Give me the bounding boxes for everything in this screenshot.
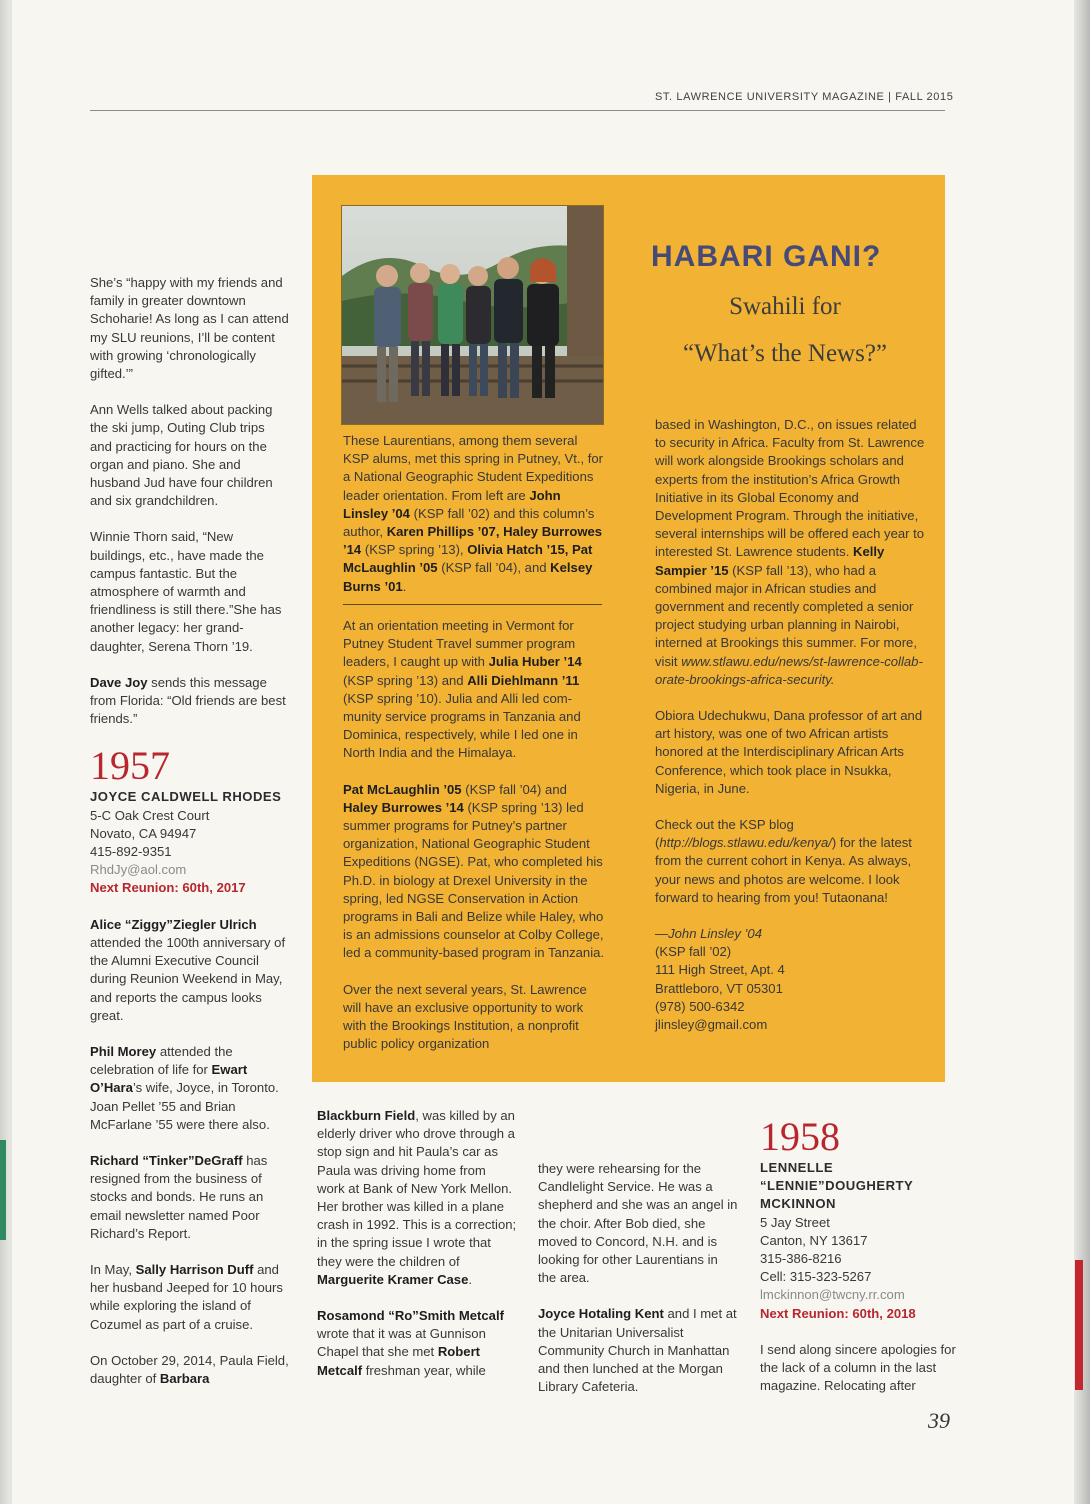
address-line: Novato, CA 94947 <box>90 825 197 841</box>
email-link[interactable]: lmckinnon@twcny.rr.com <box>760 1287 905 1303</box>
callout-column-left <box>343 617 605 1071</box>
class-year: 1957 <box>90 743 170 789</box>
paragraph: She’s “happy with my friends and family in greater downtown Schoharie! As long as I can attend my SLU reunions, I’ll be content with growing ‘chronologically gifted.’” <box>90 275 289 382</box>
paragraph: I send along sincere apologies for the lack of a column in the last magazine. Relocating after <box>760 1341 956 1394</box>
alum-name: Haley Burrowes ’14 <box>343 799 464 815</box>
alum-name: Kelsey Burns ’01 <box>343 560 593 594</box>
callout-subtitle: “What’s the News?” <box>682 340 888 367</box>
alum-name: Pat McLaughlin ’05 <box>343 781 462 797</box>
running-head: ST. LAWRENCE UNIVERSITY MAGAZINE | FALL 2015 <box>655 91 954 103</box>
paragraph: Check out the KSP blog (http://blogs.stlawu.edu/kenya/) for the latest from the current cohort in Kenya. As always, your news and photos are welcome. I look forward to hearing from you! Tutaonana! <box>655 817 912 905</box>
callout-title: HABARI GANI? <box>651 240 882 273</box>
callout-column-right <box>655 416 927 1034</box>
alum-name: Phil Morey <box>90 1043 157 1059</box>
paragraph: Joyce Hotaling Kent and I met at the Unitarian Universalist Community Church in Manhattan and then lunched at the Morgan Library Cafeteria. <box>538 1306 737 1395</box>
page-gutter-left <box>0 0 12 1504</box>
address-line: Canton, NY 13617 <box>760 1232 868 1248</box>
paragraph: On October 29, 2014, Paula Field, daughter of Barbara <box>90 1352 289 1386</box>
alum-name: Karen Phillips ’07, Haley Burrowes ’14 <box>343 524 603 558</box>
paragraph: Dave Joy sends this message from Florida: “Old friends are best friends.” <box>90 674 286 727</box>
callout-subtitle: Swahili for <box>729 293 841 320</box>
signature-line: (KSP fall ’02) <box>655 944 732 960</box>
class-year: 1958 <box>760 1114 840 1159</box>
alum-name: Robert Metcalf <box>317 1344 481 1378</box>
address-line: 5-C Oak Crest Court <box>90 807 210 823</box>
alum-name: Sally Harrison Duff <box>135 1261 254 1277</box>
group-photo <box>341 205 604 425</box>
bottom-column-2 <box>538 1160 738 1414</box>
cell-phone: Cell: 315-323-5267 <box>760 1269 872 1285</box>
correspondent-name: LENNELLE <box>760 1160 834 1175</box>
paragraph: Obiora Udechukwu, Dana professor of art and art history, was one of two African artists honored at the Interdisciplinary African Arts Conference, which took place in Nsukka, Nigeria, in June. <box>655 708 923 796</box>
alum-name: Rosamond “Ro”Smith Metcalf <box>317 1308 504 1324</box>
alum-name: John Linsley ’04 <box>343 487 561 521</box>
adjacent-page-edge <box>0 1140 6 1240</box>
paragraph: Pat McLaughlin ’05 (KSP fall ’04) and Haley Burrowes ’14 (KSP spring ’13) led summer programs for Putney’s partner organization, National Geographic Student Expeditions (NGSE). Pat, who completed his Ph.D. in biology at Drexel University in the spring, led NGSE Conservation in Action programs in Bali and Belize while Haley, who is an admissions counselor at Colby College, led a community-based program in Tanzania. <box>343 781 605 961</box>
paragraph: based in Washington, D.C., on issues related to security in Africa. Faculty from St. Lawrence will work alongside Brookings scholars and experts from the institution’s Africa Growth Initiative in its Global Economy and Development Program. Through the initiative, several internships will be offered each year to interested St. Lawrence students. Kelly Sampier ’15 (KSP fall ’13), who had a combined major in African studies and government and recently completed a senior project studying urban planning in Nairobi, interned at Brookings this summer. For more, visit www.stlawu.edu/news/st-lawrence-collaborate-brookings-africa-security. <box>655 417 925 687</box>
page-number: 39 <box>928 1408 950 1433</box>
signature-line: 111 High Street, Apt. 4 <box>655 962 785 978</box>
signature-name: —John Linsley ’04 <box>655 926 762 942</box>
alum-name: Alice “Ziggy”Ziegler Ulrich <box>90 916 257 932</box>
correspondent-name: “LENNIE”DOUGHERTY <box>760 1178 914 1194</box>
correspondent-name: JOYCE CALDWELL RHODES <box>90 789 282 805</box>
paragraph: Over the next several years, St. Lawrence will have an exclusive opportunity to work with the Brookings Institution, a nonprofit public policy organization <box>343 981 587 1052</box>
paragraph: Blackburn Field, was killed by an elderly driver who drove through a stop sign and hit Paula’s car as Paula was driving home from work at Bank of New York Mellon. Her brother was killed in a plane crash in 1992. This is a correction; in the spring issue I wrote that they were the children of Marguerite Kramer Case. <box>317 1108 517 1287</box>
class-1958-column <box>760 1113 960 1413</box>
alum-name: Kelly Sampier ’15 <box>655 544 885 578</box>
alum-name: Dave Joy <box>90 674 148 690</box>
alum-name: Ewart O’Hara <box>90 1062 248 1096</box>
email-link[interactable]: RhdJy@aol.com <box>90 862 187 878</box>
left-column <box>90 274 290 1406</box>
paragraph: Winnie Thorn said, “New buildings, etc., have made the campus fantastic. But the atmosphere of warmth and friendliness is still there.”She has another legacy: her granddaughter, Serena Thorn ’19. <box>90 529 282 654</box>
alum-name: Marguerite Kramer Case <box>317 1271 469 1287</box>
phone: 415-892-9351 <box>90 844 172 860</box>
paragraph: In May, Sally Harrison Duff and her husband Jeeped for 10 hours while exploring the island of Cozumel as part of a cruise. <box>90 1261 283 1332</box>
signature-line: Brattleboro, VT 05301 <box>655 980 783 996</box>
alum-name: Richard “Tinker”DeGraff <box>90 1152 243 1168</box>
news-link[interactable]: www.stlawu.edu/news/st-lawrence-collaborate-brookings-africa-security. <box>655 653 923 687</box>
alum-name: Barbara <box>159 1370 210 1386</box>
correspondent-name: MCKINNON <box>760 1196 837 1212</box>
phone: 315-386-8216 <box>760 1251 842 1267</box>
signature-line: (978) 500-6342 <box>655 998 745 1014</box>
next-reunion: Next Reunion: 60th, 2018 <box>760 1305 916 1321</box>
paragraph: Alice “Ziggy”Ziegler Ulrich attended the 100th anniversary of the Alumni Executive Council during Reunion Weekend in May, and reports the campus looks great. <box>90 916 286 1023</box>
adjacent-page-edge <box>1075 1260 1083 1390</box>
paragraph: they were rehearsing for the Candlelight Service. He was a shepherd and she was an angel in the choir. After Bob died, she moved to Concord, N.H. and is looking for other Laurentians in the area. <box>538 1161 738 1286</box>
alum-name: Olivia Hatch ’15, Pat McLaughlin ’05 <box>343 542 593 576</box>
paragraph: Phil Morey attended the celebration of life for Ewart O’Hara’s wife, Joyce, in Toronto. Joan Pellet ’55 and Brian McFarlane ’55 were there also. <box>90 1043 279 1132</box>
paragraph: Rosamond “Ro”Smith Metcalf wrote that it was at Gunnison Chapel that she met Robert Metcalf freshman year, while <box>317 1308 504 1378</box>
header-rule <box>90 110 945 111</box>
photo-caption: These Laurentians, among them several KSP alums, met this spring in Putney, Vt., for a National Geographic Student Expeditions leader orientation. From left are John Linsley ’04 (KSP fall ’02) and this column’s author, Karen Phillips ’07, Haley Burrowes ’14 (KSP spring ’13), Olivia Hatch ’15, Pat McLaughlin ’05 (KSP fall ’04), and Kelsey Burns ’01. <box>343 433 604 594</box>
alum-name: Alli Diehlmann ’11 <box>467 672 580 688</box>
group-photo-illustration <box>342 206 603 424</box>
next-reunion: Next Reunion: 60th, 2017 <box>90 880 246 896</box>
paragraph: Ann Wells talked about packing the ski jump, Outing Club trips and practicing for hours on the organ and piano. She and husband Jud have four children and six grandchildren. <box>90 402 273 509</box>
email-link[interactable]: jlinsley@gmail.com <box>655 1017 768 1033</box>
bottom-column-1 <box>317 1107 517 1398</box>
address-line: 5 Jay Street <box>760 1214 830 1230</box>
caption-divider <box>343 604 602 605</box>
blog-link[interactable]: http://blogs.stlawu.edu/kenya/ <box>659 835 832 851</box>
alum-name: Blackburn Field <box>317 1108 416 1123</box>
alum-name: Joyce Hotaling Kent <box>538 1306 664 1322</box>
paragraph: At an orientation meeting in Vermont for Putney Student Travel summer program leaders, I caught up with Julia Huber ’14 (KSP spring ’13) and Alli Diehlmann ’11 (KSP spring ’10). Julia and Alli led community service programs in Tanzania and Dominica, respectively, while I led one in North India and the Himalaya. <box>343 618 582 761</box>
paragraph: Richard “Tinker”DeGraff has resigned from the business of stocks and bonds. He runs an email newsletter named Poor Richard’s Report. <box>90 1152 268 1241</box>
alum-name: Julia Huber ’14 <box>488 654 582 670</box>
